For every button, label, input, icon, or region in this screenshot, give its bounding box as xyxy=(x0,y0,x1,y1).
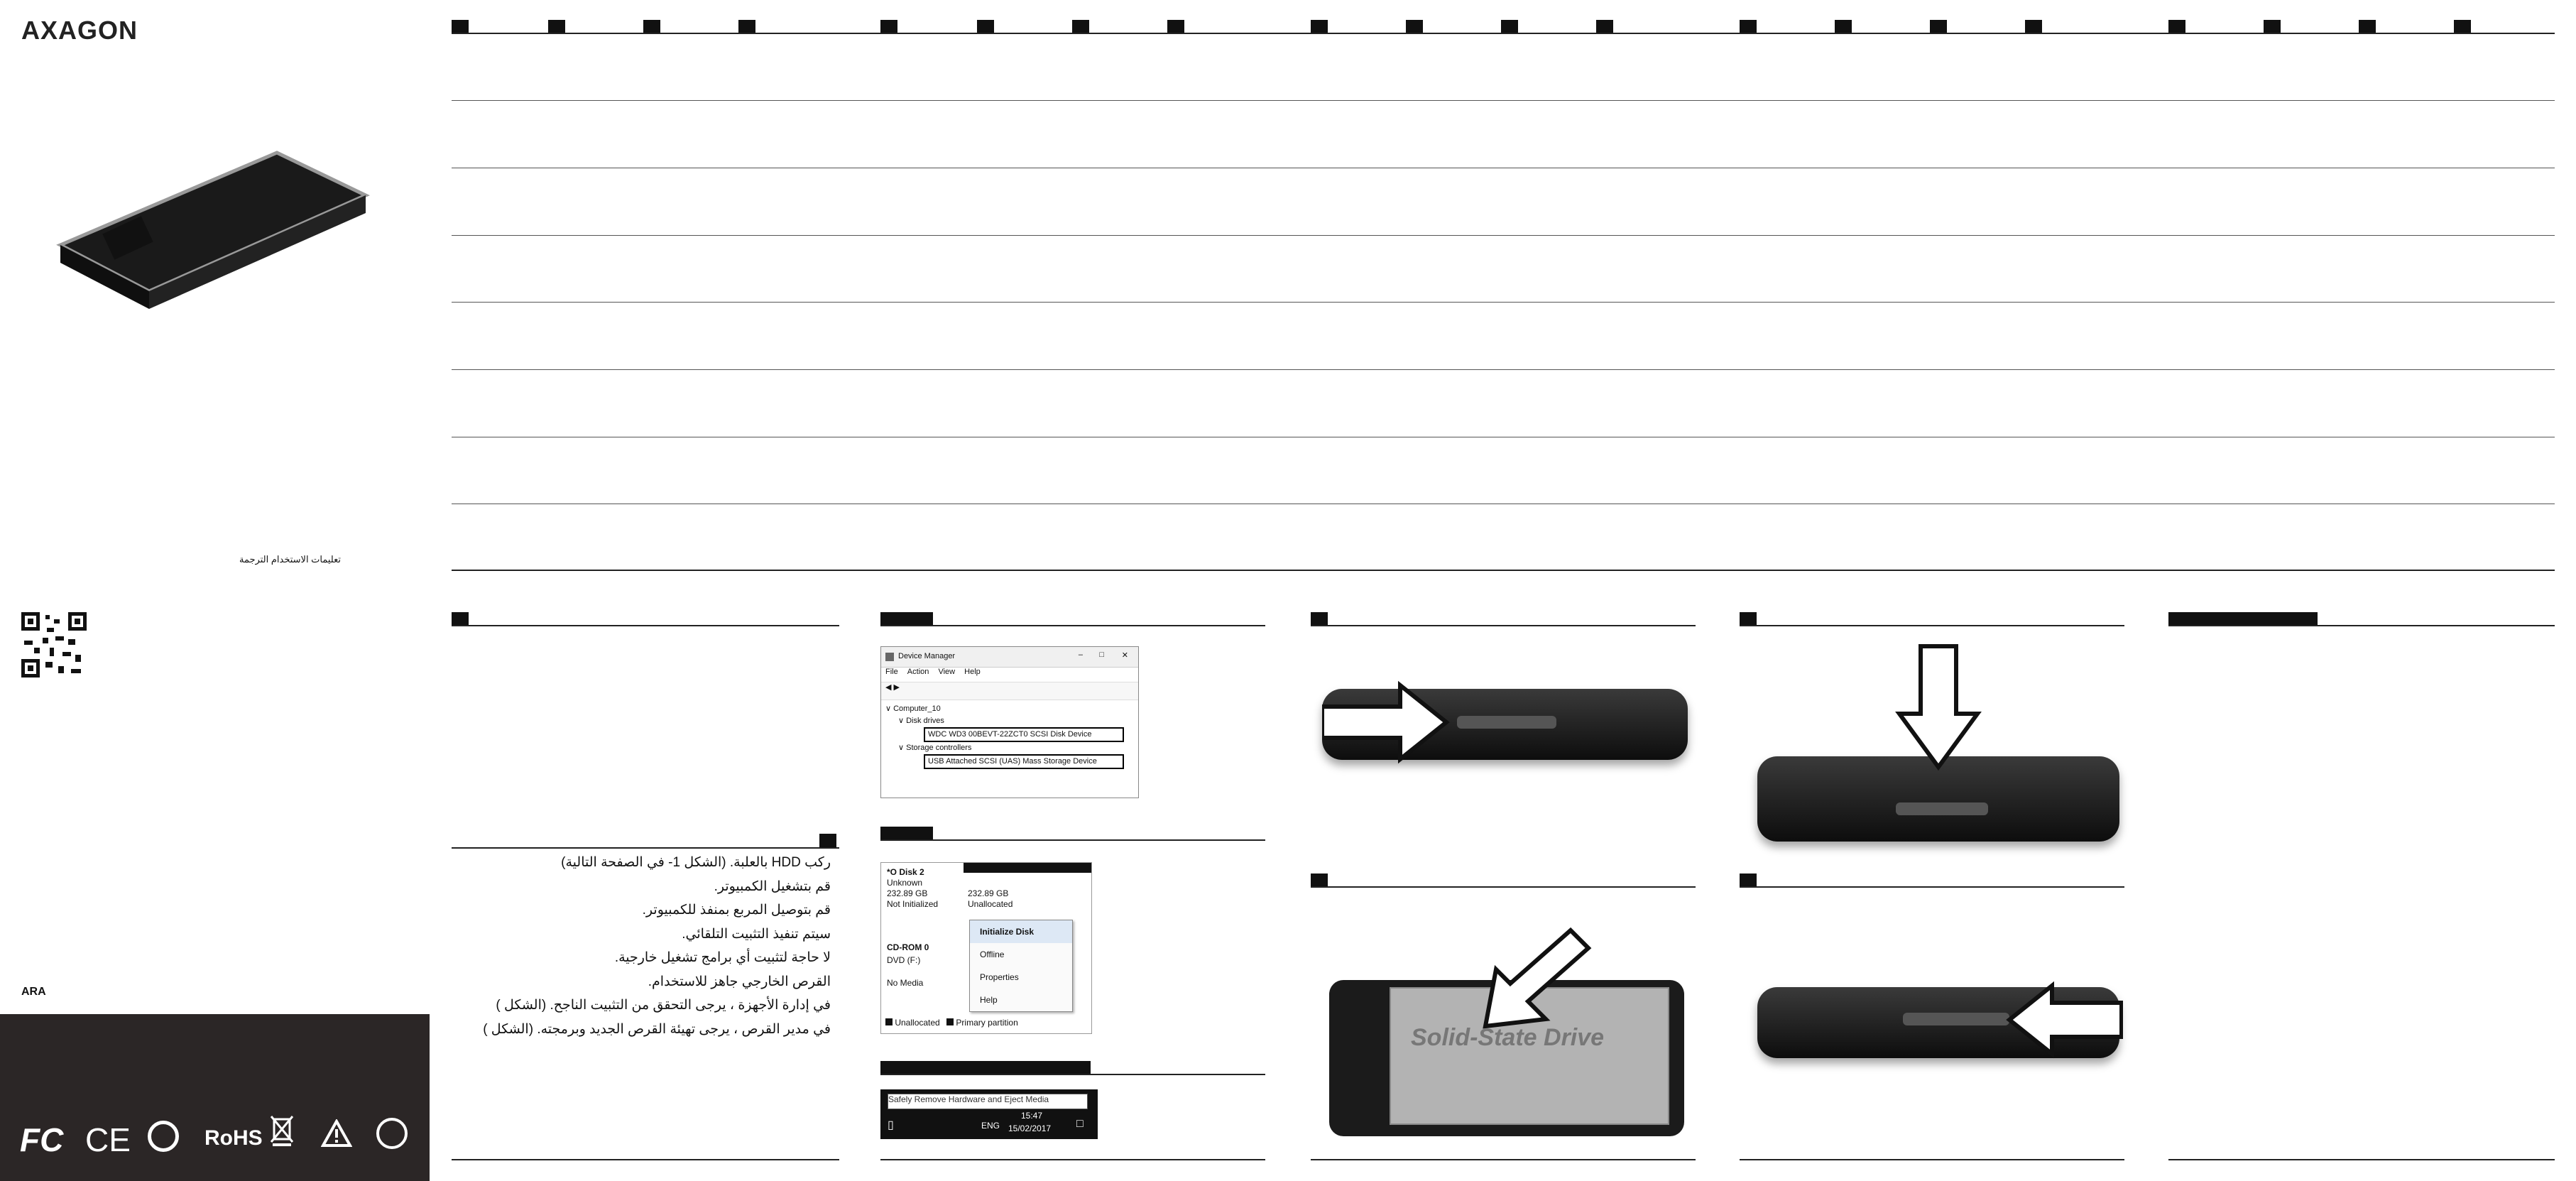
device-tree xyxy=(881,700,1138,772)
menu-view[interactable]: View xyxy=(938,668,956,676)
device-manager-icon xyxy=(885,653,894,661)
menu-properties[interactable]: Properties xyxy=(980,972,1019,982)
menu-help[interactable]: Help xyxy=(964,668,981,676)
rohs-logo: RoHS xyxy=(204,1126,263,1150)
disk-status: Not Initialized xyxy=(887,899,939,909)
clock-time[interactable]: 15:47 xyxy=(1021,1111,1043,1121)
tree-storage-item[interactable]: USB Attached SCSI (UAS) Mass Storage Device xyxy=(924,754,1124,769)
tree-root[interactable]: ∨ Computer_10 xyxy=(885,704,941,713)
disk-type: Unknown xyxy=(887,878,923,888)
eject-tooltip: Safely Remove Hardware and Eject Media xyxy=(888,1094,1088,1109)
figure-press-down xyxy=(1754,643,2123,852)
tree-storage-controllers[interactable]: ∨ Storage controllers xyxy=(898,744,972,752)
figure-insert-ssd xyxy=(1322,923,1691,1143)
recycle-icon xyxy=(148,1121,179,1152)
instruction-line: القرص الخارجي جاهز للاستخدام. xyxy=(648,974,831,989)
cover-subtitle: تعليمات الاستخدام الترجمة xyxy=(239,554,341,565)
close-button[interactable]: ✕ xyxy=(1121,651,1128,660)
menu-offline[interactable]: Offline xyxy=(980,949,1005,959)
minimize-button[interactable]: – xyxy=(1078,651,1083,659)
instruction-line: قم بتوصيل المربع بمنفذ للكمبيوتر. xyxy=(642,903,831,918)
disk-label: *O Disk 2 xyxy=(887,867,924,877)
menu-file[interactable]: File xyxy=(885,668,898,676)
legend-primary-partition: Primary partition xyxy=(956,1018,1018,1028)
maximize-button[interactable]: □ xyxy=(1099,651,1104,659)
certification-footer xyxy=(0,1014,430,1181)
manual-icon xyxy=(376,1118,408,1149)
ce-logo: CE xyxy=(85,1121,131,1158)
instruction-line: قم بتشغيل الكمبيوتر. xyxy=(714,878,831,894)
qr-code xyxy=(21,612,87,677)
forward-arrow-icon[interactable]: ▶ xyxy=(893,683,900,692)
menu-help[interactable]: Help xyxy=(980,995,998,1005)
back-arrow-icon[interactable]: ◀ xyxy=(885,683,892,692)
product-photo xyxy=(50,138,376,337)
installation-instructions xyxy=(454,851,831,1041)
partition-header-bar xyxy=(964,863,1091,873)
toolbar xyxy=(881,682,1138,700)
fcc-logo: FC xyxy=(20,1121,64,1158)
disk-info xyxy=(887,867,938,910)
menu-bar xyxy=(881,668,1138,682)
partition-status: Unallocated xyxy=(968,899,1013,909)
weee-bin-icon xyxy=(270,1112,294,1146)
instruction-line: في إدارة الأجهزة ، يرجى التحقق من التثبيت الناجح. (الشكل ) xyxy=(496,998,831,1013)
disk-legend xyxy=(885,1018,1018,1028)
cdrom-label: CD-ROM 0 xyxy=(887,942,929,952)
menu-initialize-disk[interactable]: Initialize Disk xyxy=(970,920,1072,943)
disk-management-panel xyxy=(880,862,1092,1034)
window-titlebar xyxy=(881,647,1138,668)
menu-action[interactable]: Action xyxy=(907,668,929,676)
device-manager-window xyxy=(880,646,1139,798)
figure-push-right xyxy=(1754,973,2123,1079)
language-indicator[interactable]: ENG xyxy=(981,1121,1000,1131)
cdrom-media: No Media xyxy=(887,978,924,988)
usb-eject-icon[interactable]: ▯ xyxy=(888,1119,894,1131)
instruction-line: لا حاجة لتثبيت أي برامج تشغيل خارجية. xyxy=(614,950,831,965)
figure-insert-side xyxy=(1322,675,1691,795)
context-menu xyxy=(969,920,1073,1012)
notification-icon[interactable]: □ xyxy=(1076,1118,1084,1130)
tree-disk-drives[interactable]: ∨ Disk drives xyxy=(898,717,944,725)
cdrom-info xyxy=(887,941,929,989)
ssd-label: Solid-State Drive xyxy=(1411,1024,1605,1051)
cdrom-type: DVD (F:) xyxy=(887,955,921,965)
clock-date[interactable]: 15/02/2017 xyxy=(1008,1123,1052,1133)
partition-info[interactable] xyxy=(968,888,1013,910)
warning-icon xyxy=(321,1119,352,1148)
instruction-line: سيتم تنفيذ التثبيت التلقائي. xyxy=(682,926,831,942)
instruction-line: ركب HDD بالعلبة. (الشكل 1- في الصفحة التالية) xyxy=(561,855,831,870)
tree-disk-item[interactable]: WDC WD3 00BEVT-22ZCT0 SCSI Disk Device xyxy=(924,727,1124,742)
instruction-line: في مدير القرص ، يرجى تهيئة القرص الجديد وبرمجته. (الشكل ) xyxy=(483,1021,831,1037)
window-title: Device Manager xyxy=(898,652,956,660)
language-code: ARA xyxy=(21,986,46,998)
disk-size: 232.89 GB xyxy=(887,888,928,898)
brand-logo: AXAGON xyxy=(21,16,138,45)
legend-unallocated: Unallocated xyxy=(895,1018,940,1028)
partition-size: 232.89 GB xyxy=(968,888,1009,898)
